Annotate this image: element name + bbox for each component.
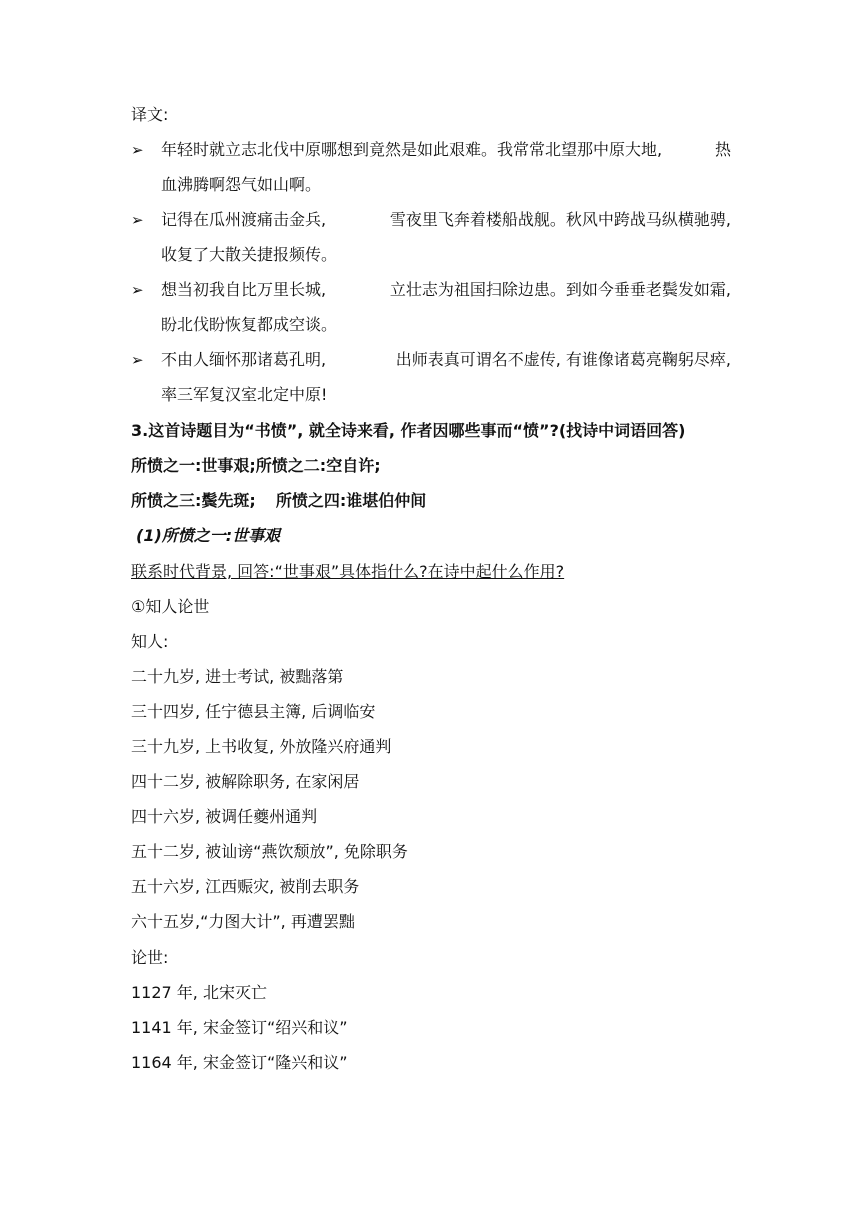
zhiren-item: 四十二岁, 被解除职务, 在家闲居 <box>131 772 360 791</box>
zhiren-label: 知人: <box>131 632 169 651</box>
translation-line: 记得在瓜州渡痛击金兵, 雪夜里飞奔着楼船战舰。秋风中跨战马纵横驰骋, <box>161 210 731 229</box>
translation-line: 盼北伐盼恢复都成空谈。 <box>161 315 338 334</box>
lunshi-item: 1141 年, 宋金签订“绍兴和议” <box>131 1018 348 1037</box>
answer-line-1: 所愤之一:世事艰;所愤之二:空自许; <box>131 456 381 475</box>
section-title: ①知人论世 <box>131 597 210 616</box>
zhiren-item: 六十五岁,“力图大计”, 再遭罢黜 <box>131 912 355 931</box>
lunshi-item: 1127 年, 北宋灭亡 <box>131 983 267 1002</box>
arrow-bullet-icon: ➢ <box>131 281 144 299</box>
arrow-bullet-icon: ➢ <box>131 211 144 229</box>
subheading: (1)所愤之一:世事艰 <box>136 526 281 545</box>
answer-line-2: 所愤之三:鬓先斑; 所愤之四:谁堪伯仲间 <box>131 491 427 510</box>
prompt: 联系时代背景, 回答:“世事艰”具体指什么?在诗中起什么作用? <box>131 562 565 581</box>
lunshi-item: 1164 年, 宋金签订“隆兴和议” <box>131 1053 348 1072</box>
translation-line: 收复了大散关捷报频传。 <box>161 245 338 264</box>
arrow-bullet-icon: ➢ <box>131 141 144 159</box>
translation-heading: 译文: <box>131 105 169 124</box>
question-3: 3.这首诗题目为“书愤”, 就全诗来看, 作者因哪些事而“愤”?(找诗中词语回答) <box>131 421 686 440</box>
zhiren-item: 三十四岁, 任宁德县主簿, 后调临安 <box>131 702 376 721</box>
translation-line: 想当初我自比万里长城, 立壮志为祖国扫除边患。到如今垂垂老鬓发如霜, <box>161 280 731 299</box>
arrow-bullet-icon: ➢ <box>131 351 144 369</box>
translation-line: 年轻时就立志北伐中原哪想到竟然是如此艰难。我常常北望那中原大地, 热 <box>161 140 731 159</box>
translation-line: 率三军复汉室北定中原! <box>161 385 328 404</box>
zhiren-item: 五十六岁, 江西赈灾, 被削去职务 <box>131 877 360 896</box>
zhiren-item: 二十九岁, 进士考试, 被黜落第 <box>131 667 344 686</box>
zhiren-item: 五十二岁, 被讪谤“燕饮颓放”, 免除职务 <box>131 842 408 861</box>
zhiren-item: 四十六岁, 被调任夔州通判 <box>131 807 318 826</box>
translation-line: 血沸腾啊怨气如山啊。 <box>161 175 322 194</box>
lunshi-label: 论世: <box>131 948 169 967</box>
zhiren-item: 三十九岁, 上书收复, 外放隆兴府通判 <box>131 737 392 756</box>
translation-line: 不由人缅怀那诸葛孔明, 出师表真可谓名不虚传, 有谁像诸葛亮鞠躬尽瘁, <box>161 350 731 369</box>
